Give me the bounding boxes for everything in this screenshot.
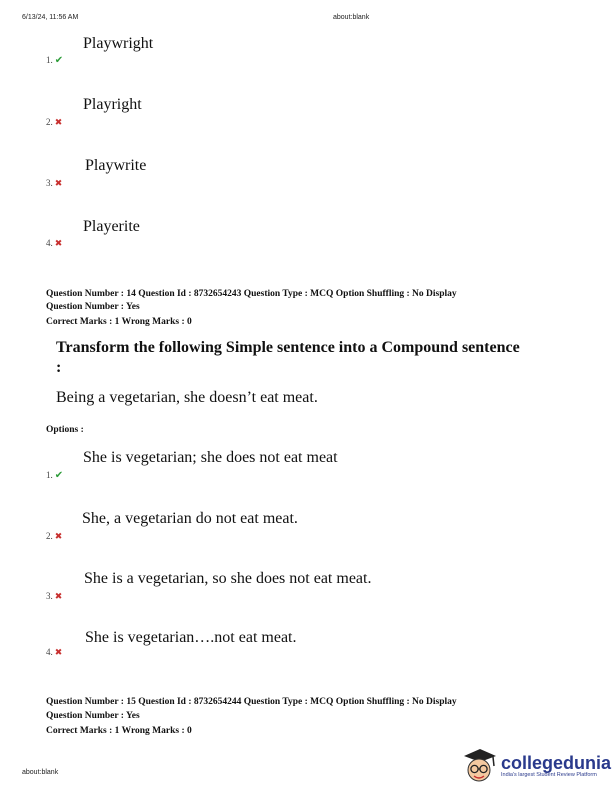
cross-icon: ✖	[54, 532, 63, 542]
option-text: She is vegetarian; she does not eat meat	[83, 449, 338, 466]
option-text: She, a vegetarian do not eat meat.	[82, 510, 298, 527]
question-meta-line: Question Number : 14 Question Id : 8732654243 Question Type : MCQ Option Shuffling : No Display	[46, 289, 457, 299]
collegedunia-logo	[460, 746, 611, 786]
cross-icon: ✖	[54, 118, 63, 128]
option-number: 3. ✖	[46, 591, 63, 602]
option-number: 3. ✖	[46, 178, 63, 189]
question-meta-line: Question Number : Yes	[46, 711, 140, 721]
cross-icon: ✖	[54, 179, 63, 189]
option-text: Playright	[83, 96, 142, 113]
logo-brand-name: collegedunia	[501, 753, 612, 773]
cross-icon: ✖	[54, 648, 63, 658]
option-number: 4. ✖	[46, 647, 63, 658]
option-number: 2. ✖	[46, 531, 63, 542]
options-label: Options :	[46, 425, 84, 435]
cross-icon: ✖	[54, 592, 63, 602]
option-number: 2. ✖	[46, 117, 63, 128]
option-number: 1. ✔	[46, 470, 64, 481]
option-text: She is vegetarian….not eat meat.	[85, 629, 297, 646]
option-text: Playerite	[83, 218, 140, 235]
question-prompt: Transform the following Simple sentence into a Compound sentence :	[56, 339, 520, 376]
check-icon: ✔	[54, 55, 64, 66]
cross-icon: ✖	[54, 239, 63, 249]
check-icon: ✔	[54, 470, 64, 481]
option-number: 4. ✖	[46, 238, 63, 249]
question-marks: Correct Marks : 1 Wrong Marks : 0	[46, 317, 192, 327]
footer-url: about:blank	[22, 769, 59, 776]
logo-tagline: India's largest Student Review Platform	[501, 772, 597, 778]
option-text: Playwrite	[85, 157, 147, 174]
option-number: 1. ✔	[46, 55, 64, 66]
print-datetime: 6/13/24, 11:56 AM	[22, 14, 79, 21]
question-marks: Correct Marks : 1 Wrong Marks : 0	[46, 726, 192, 736]
option-text: Playwright	[83, 35, 154, 52]
print-url: about:blank	[333, 14, 370, 21]
option-text: She is a vegetarian, so she does not eat meat.	[84, 570, 372, 587]
mascot-icon	[460, 746, 498, 786]
question-sentence: Being a vegetarian, she doesn’t eat meat.	[56, 389, 318, 406]
question-meta-line: Question Number : 15 Question Id : 8732654244 Question Type : MCQ Option Shuffling : No Display	[46, 697, 457, 707]
question-meta-line: Question Number : Yes	[46, 302, 140, 312]
